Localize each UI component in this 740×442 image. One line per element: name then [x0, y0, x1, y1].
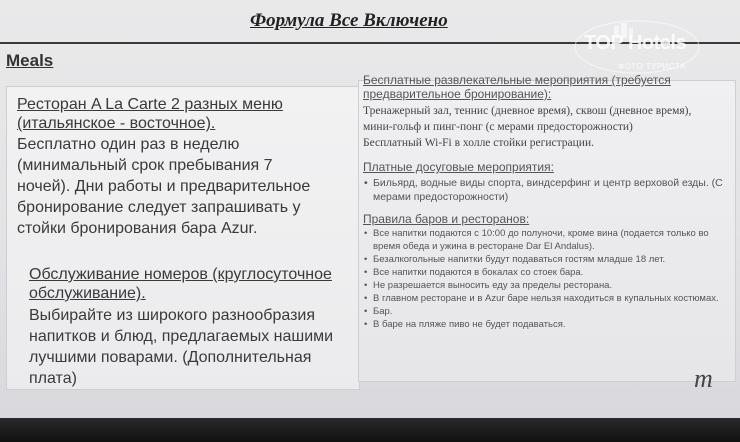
restaurant-line: ночей). Дни работы и предварительное — [17, 178, 311, 195]
room-service-heading: Обслуживание номеров (круглосуточное — [29, 266, 332, 283]
list-item: • В главном ресторане и в Azur баре нельзя находиться в купальных костюмах. — [363, 292, 729, 305]
room-service-line: плата) — [29, 370, 77, 387]
restaurant-description — [17, 134, 310, 239]
free-activities-text — [363, 103, 729, 151]
room-service-heading-cont: обслуживание). — [29, 285, 146, 302]
page-title: Формула Все Включено — [250, 10, 448, 31]
restaurant-line: Бесплатно один раз в неделю — [17, 136, 240, 153]
list-item: • В баре на пляже пиво не будет подаваться. — [363, 318, 729, 331]
room-service-line: Выбирайте из широкого разнообразия — [29, 307, 315, 324]
restaurant-line: стойки бронирования бара Azur. — [17, 220, 258, 237]
right-panel — [358, 73, 736, 382]
bar-rules-heading: Правила баров и ресторанов: — [363, 212, 530, 226]
restaurant-line: (минимальный срок пребывания 7 — [17, 157, 273, 174]
list-item: • Бильярд, водные виды спорта, виндсерфинг и центр верховой езды. (С мерами предосторожности) — [363, 176, 729, 204]
list-item: • Бар. — [363, 305, 729, 318]
bar-rules-list — [363, 227, 729, 331]
watermark-brand: TOP Hotels — [584, 32, 687, 54]
tv-bezel — [0, 418, 740, 442]
free-activities-heading: Бесплатные развлекательные мероприятия (требуется — [363, 73, 671, 87]
restaurant-heading-cont: (итальянское - восточное). — [17, 115, 216, 132]
room-service-line: лучшими поварами. (Дополнительная — [29, 349, 312, 366]
free-activities-heading-cont: предварительное бронирование): — [363, 87, 552, 101]
list-item: • Все напитки подаются с 10:00 до полуночи, кроме вина (подается только во время обеда и ужина в ресторане Dar El Andalus). — [363, 227, 729, 253]
restaurant-heading: Ресторан A La Carte 2 разных меню — [17, 96, 283, 113]
paid-activities-list — [363, 176, 729, 204]
left-panel — [6, 86, 360, 390]
room-service-line: напитков и блюд, предлагаемых нашими — [29, 328, 334, 345]
free-activity-line: мини-гольф и пинг-понг (с мерами предосторожности) — [363, 121, 633, 133]
restaurant-line: бронирование следует запрашивать у — [17, 199, 301, 216]
list-item: • Все напитки подаются в бокалах со стоек бара. — [363, 266, 729, 279]
paid-activities-heading: Платные досуговые мероприятия: — [363, 160, 554, 174]
tophotels-watermark-logo — [574, 20, 700, 74]
watermark-tagline: ФОТО ТУРИСТА — [618, 62, 686, 71]
list-item: • Безалкогольные напитки будут подаваться гостям младше 18 лет. — [363, 253, 729, 266]
section-label: Meals — [6, 51, 54, 70]
free-activity-line: Тренажерный зал, теннис (дневное время), сквош (дневное время), — [363, 105, 692, 117]
hotel-signature-logo: m — [694, 364, 713, 393]
list-item: • Не разрешается выносить еду за пределы ресторана. — [363, 279, 729, 292]
room-service-description — [29, 305, 333, 389]
free-activity-line: Бесплатный Wi-Fi в холле стойки регистрации. — [363, 137, 594, 149]
